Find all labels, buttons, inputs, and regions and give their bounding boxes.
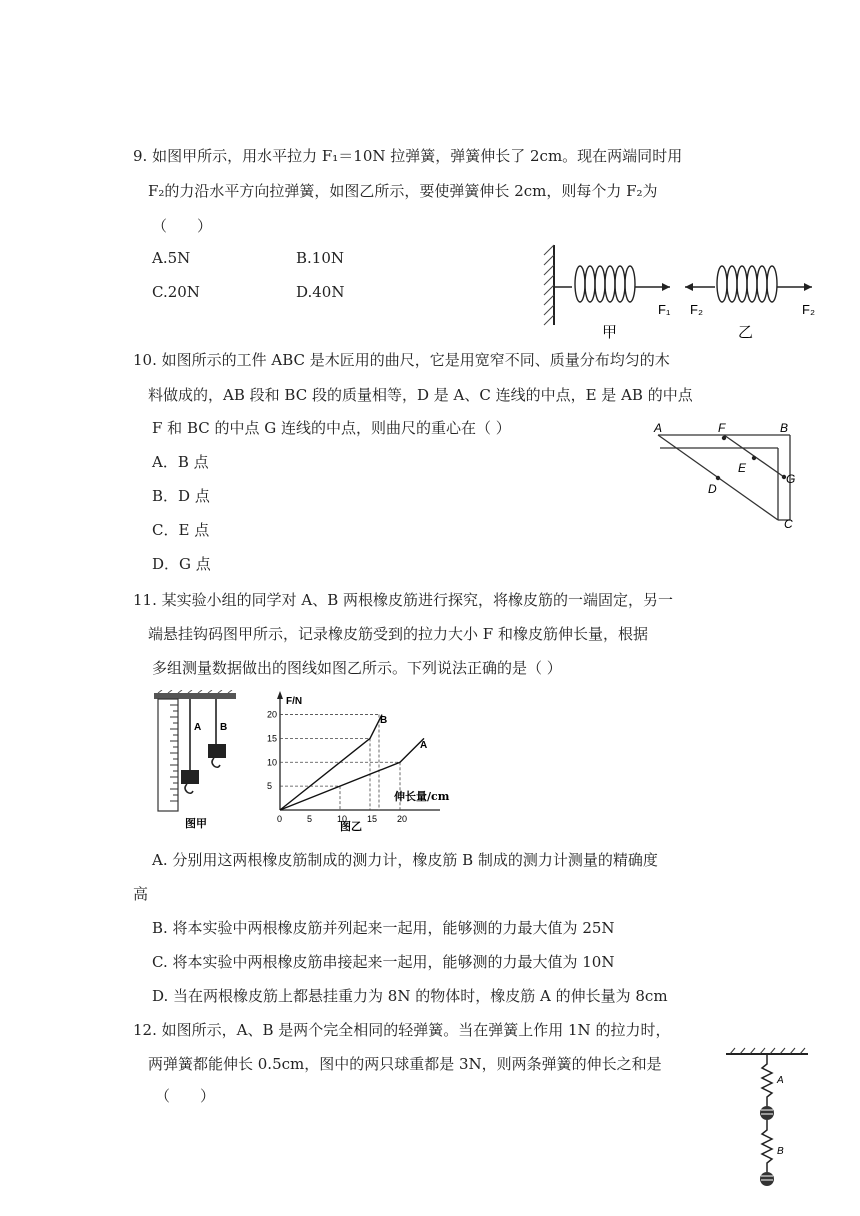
q11-jia-label-a: A (194, 722, 202, 733)
q10-label-e: E (738, 461, 747, 475)
q11-fig-yi-chart (262, 690, 452, 835)
q10-ruler-figure (650, 420, 810, 532)
q11-option-a-line2: 高 (133, 885, 149, 903)
q10-stem-line1: 10. 如图所示的工件 ABC 是木匠用的曲尺，它是用宽窄不同、质量分布均匀的木 (133, 351, 670, 369)
q11-chart-ylabel: F/N (286, 696, 303, 707)
q10-stem-line3: F 和 BC 的中点 G 连线的中点，则曲尺的重心在（ ） (152, 419, 511, 437)
q11-option-c: C. 将本实验中两根橡皮筋串接起来一起用，能够测的力最大值为 10N (152, 953, 615, 971)
chart-y-tick-label: 15 (267, 733, 278, 744)
chart-y-tick-label: 10 (267, 757, 278, 768)
q11-option-a-line1: A. 分别用这两根橡皮筋制成的测力计，橡皮筋 B 制成的测力计测量的精确度 (152, 851, 658, 869)
chart-y-tick-label: 5 (267, 781, 273, 792)
q11-chart-series-b-label: B (380, 715, 388, 726)
q10-label-d: D (708, 482, 717, 496)
q10-label-b: B (780, 421, 789, 435)
q9-caption-jia: 甲 (602, 323, 618, 340)
q9-stem-line1: 9. 如图甲所示，用水平拉力 F₁＝10N 拉弹簧，弹簧伸长了 2cm。现在两端同时用 (133, 147, 683, 165)
q9-label-f2-left: F₂ (690, 302, 703, 317)
q12-label-a: A (777, 1075, 784, 1086)
chart-y-arrow (277, 691, 283, 699)
q12-spring-ball-figure (722, 1046, 814, 1196)
q9-option-a: A.5N (152, 249, 191, 267)
q11-fig-jia (150, 690, 242, 830)
q10-label-f: F (718, 421, 726, 435)
q11-stem-line1: 11. 某实验小组的同学对 A、B 两根橡皮筋进行探究，将橡皮筋的一端固定，另一 (133, 591, 674, 609)
chart-x-tick-label: 5 (307, 814, 313, 824)
q9-label-f2-right: F₂ (802, 302, 815, 317)
q9-option-c: C.20N (152, 283, 200, 301)
chart-x-tick-label: 0 (277, 814, 283, 824)
q12-stem-line1: 12. 如图所示，A、B 是两个完全相同的轻弹簧。当在弹簧上作用 1N 的拉力时， (133, 1021, 671, 1039)
q10-option-c: C．E 点 (152, 521, 210, 539)
q11-jia-caption: 图甲 (185, 817, 207, 830)
q9-caption-yi: 乙 (738, 323, 754, 340)
q9-label-f1: F₁ (658, 302, 671, 317)
chart-x-tick-label: 15 (367, 814, 378, 824)
q9-spring-figure (540, 240, 830, 340)
chart-x-tick-label: 20 (397, 814, 408, 824)
q10-stem-line2: 料做成的，AB 段和 BC 段的质量相等，D 是 A、C 连线的中点，E 是 AB 的中点 (148, 386, 693, 404)
q9-option-b: B.10N (296, 249, 345, 267)
q11-stem-line2: 端悬挂钩码图甲所示，记录橡皮筋受到的拉力大小 F 和橡皮筋伸长量，根据 (148, 625, 648, 643)
chart-y-tick-label: 20 (267, 709, 278, 720)
q12-label-b: B (777, 1146, 784, 1157)
q10-option-d: D．G 点 (152, 555, 211, 573)
chart-x-tick-label: 10 (337, 814, 348, 824)
q10-option-a: A．B 点 (152, 453, 209, 471)
q10-label-g: G (786, 472, 796, 486)
q12-stem-line2: 两弹簧都能伸长 0.5cm，图中的两只球重都是 3N，则两条弹簧的伸长之和是 (148, 1055, 662, 1073)
q11-option-b: B. 将本实验中两根橡皮筋并列起来一起用，能够测的力最大值为 25N (152, 919, 615, 937)
q11-option-d: D. 当在两根橡皮筋上都悬挂重力为 8N 的物体时，橡皮筋 A 的伸长量为 8cm (152, 987, 668, 1005)
q9-stem-line2: F₂的力沿水平方向拉弹簧，如图乙所示，要使弹簧伸长 2cm，则每个力 F₂为 (148, 182, 658, 200)
q11-chart-xlabel: 伸长量/cm (394, 790, 450, 803)
q12-stem-line3: （ ） (155, 1087, 216, 1105)
q9-option-d: D.40N (296, 283, 345, 301)
q11-chart-series-a-label: A (420, 740, 428, 751)
q10-label-a: A (654, 421, 663, 435)
q11-chart-caption: 图乙 (340, 820, 362, 833)
q9-stem-line3: （ ） (152, 217, 213, 235)
q11-stem-line3: 多组测量数据做出的图线如图乙所示。下列说法正确的是（ ） (152, 659, 562, 677)
q11-jia-label-b: B (220, 722, 228, 733)
q10-option-b: B．D 点 (152, 487, 210, 505)
q10-label-c: C (784, 517, 793, 531)
